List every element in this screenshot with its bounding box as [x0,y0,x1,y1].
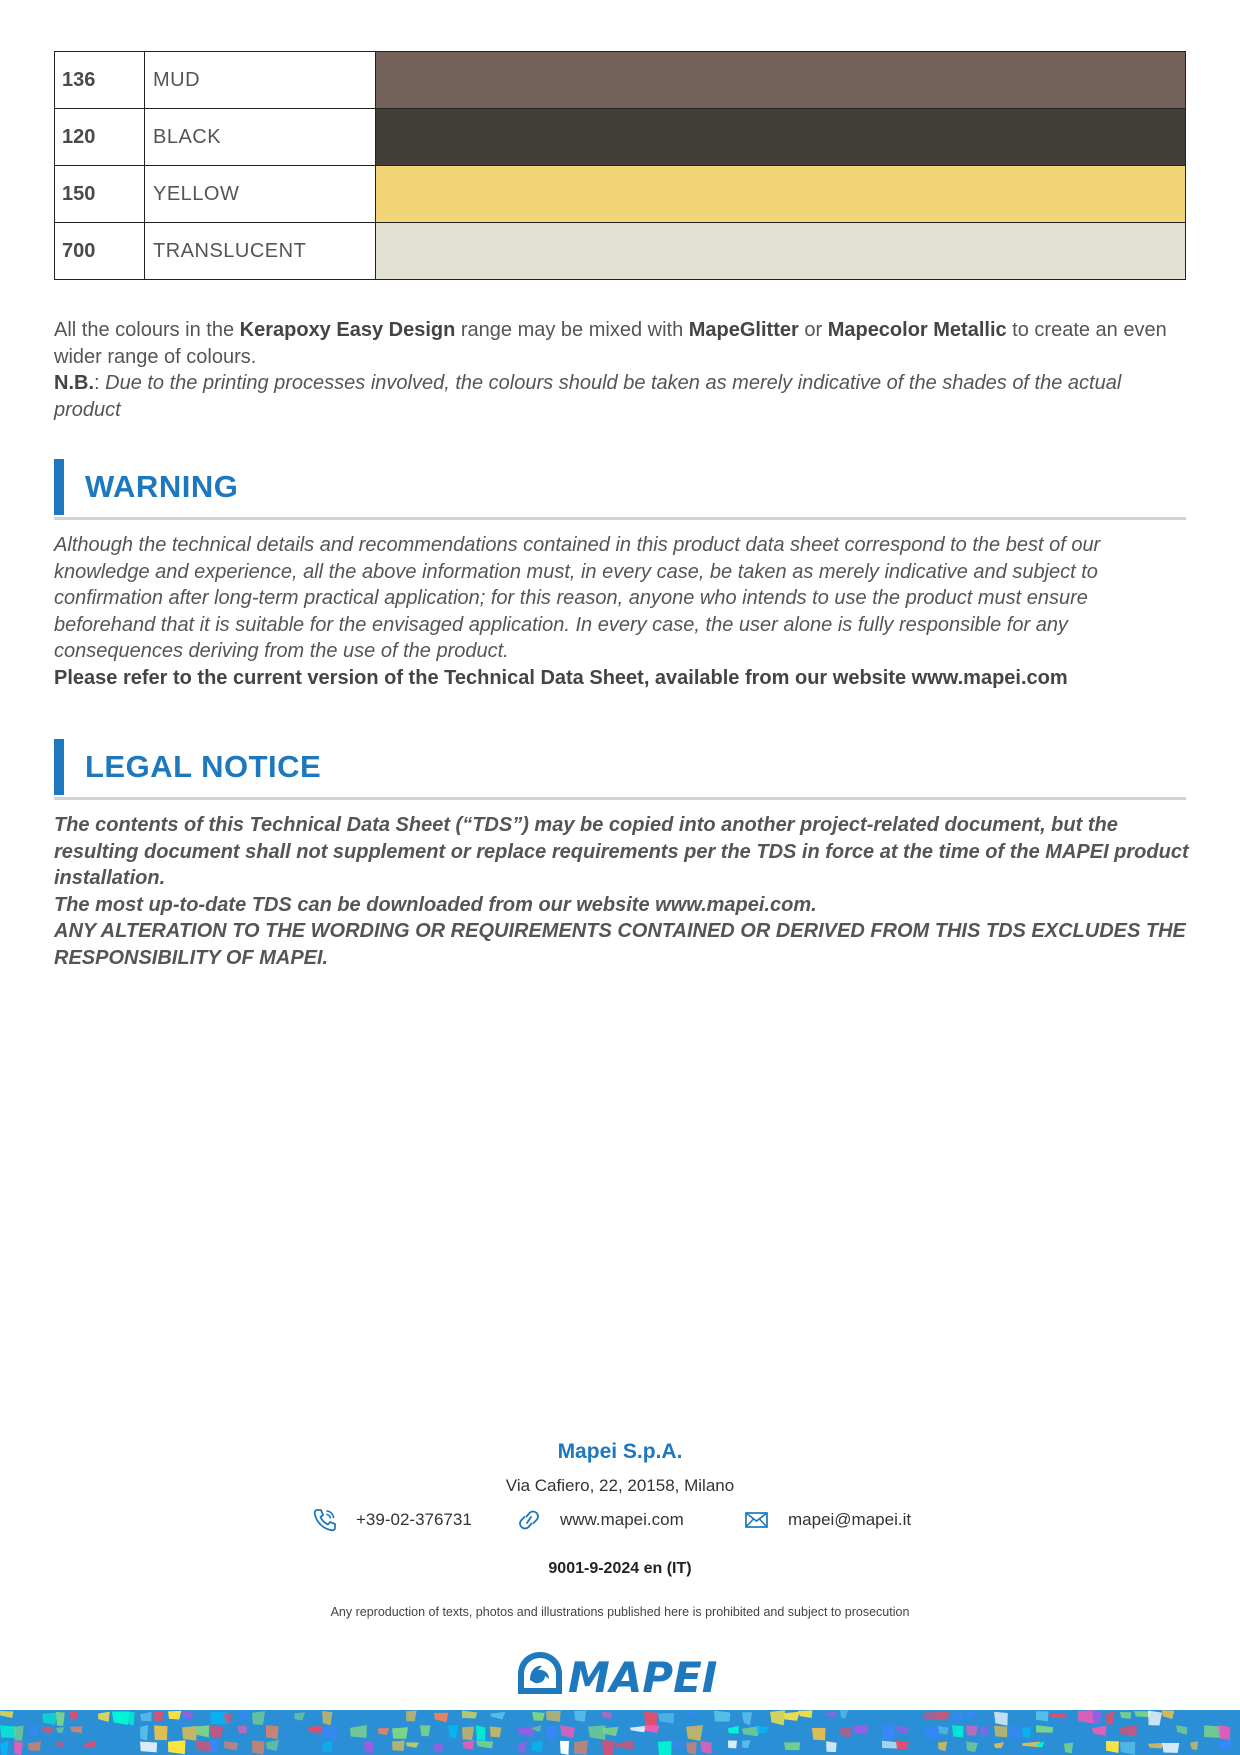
colour-row [55,166,1186,223]
nb-text: Due to the printing processes involved, the colours should be taken as merely indicative of the shades of the actual product [54,372,1122,421]
product-name: MapeGlitter [688,319,799,341]
colour-code: 700 [55,223,145,280]
mix-note-text: range may be mixed with [455,319,689,341]
mosaic-tile [1148,1743,1164,1749]
mosaic-tile [168,1740,185,1754]
mosaic-tile [1120,1712,1131,1719]
mosaic-tile [476,1725,485,1740]
mosaic-tile [42,1713,58,1725]
heading-rule [54,797,1186,800]
product-name: Kerapoxy Easy Design [239,319,456,341]
mosaic-tile [574,1740,588,1754]
mosaic-tile [490,1726,501,1737]
mix-note [54,317,1190,423]
mosaic-tile [140,1742,157,1753]
mosaic-tile [546,1711,561,1722]
mosaic-tile [812,1728,826,1740]
mosaic-tile [658,1741,671,1755]
warning-text: Although the technical details and recommendations contained in this product data sheet correspond to the best of our knowledge and experience, all the above information must, in every case, be taken as merely indicative and subject to confirmation after long-term practical application; for this reason, anyone who intends to use the product must ensure beforehand that it is suitable for the envisaged application. In every case, the user alone is fully responsible for any consequences deriving from the use of the product. [54,534,1101,662]
footer-phone[interactable] [312,1508,472,1532]
mosaic-tile [392,1740,405,1751]
mosaic-tile [154,1725,168,1740]
heading-rule [54,517,1186,520]
phone-icon [312,1508,338,1532]
mosaic-tile [238,1726,247,1734]
colour-name: MUD [145,52,376,109]
mosaic-tile [560,1741,569,1755]
colour-code: 150 [55,166,145,223]
mosaic-tile [14,1726,24,1741]
mosaic-tile [784,1712,800,1721]
mosaic-tile [308,1726,322,1733]
colour-name: TRANSLUCENT [145,223,376,280]
mosaic-tile [980,1726,989,1736]
mosaic-tile [1218,1725,1231,1740]
colour-name: YELLOW [145,166,376,223]
legal-title: LEGAL NOTICE [85,749,322,784]
mosaic-tile [854,1725,868,1733]
mosaic-tile [574,1710,586,1721]
warning-refer: Please refer to the current version of the Technical Data Sheet, available from our website www.mapei.com [54,666,1068,689]
link-icon [516,1508,542,1532]
svg-text:MAPEI: MAPEI [568,1653,718,1700]
mosaic-tile [182,1726,197,1741]
mail-icon [744,1508,770,1532]
mosaic-tile [686,1725,703,1741]
legal-body [54,812,1190,971]
decorative-mosaic-strip [0,1710,1240,1755]
mosaic-tile [168,1711,181,1720]
legal-heading [54,739,1186,795]
email-link[interactable]: mapei@mapei.it [788,1510,912,1529]
mosaic-tile [546,1726,557,1741]
colour-swatch [376,166,1186,223]
legal-paragraph: The most up-to-date TDS can be downloaded from our website www.mapei.com. [54,893,817,916]
mosaic-tile [210,1726,223,1737]
mosaic-tile [966,1725,978,1735]
mosaic-tile [532,1712,545,1721]
mosaic-tile [0,1725,16,1738]
mosaic-tile [952,1725,964,1737]
mosaic-tile [252,1711,265,1725]
mosaic-tile [1162,1743,1179,1753]
colour-row [55,52,1186,109]
footer-address: Via Cafiero, 22, 20158, Milano [505,1476,735,1495]
heading-accent-bar [54,459,64,515]
mosaic-tile [364,1741,374,1753]
document-code: 9001-9-2024 en (IT) [548,1560,692,1577]
mix-note-text: or [798,319,828,341]
colour-code: 120 [55,109,145,166]
footer-website[interactable] [516,1508,684,1532]
mapei-logo [514,1648,726,1700]
colour-code: 136 [55,52,145,109]
mix-note-text: All the colours in the [54,319,240,341]
nb-separator: : [94,372,106,394]
warning-body [54,532,1190,691]
mosaic-tile [994,1726,1007,1738]
warning-title: WARNING [85,469,239,504]
colour-table [54,51,1186,280]
mosaic-tile [644,1712,658,1726]
footer-email[interactable] [744,1508,911,1532]
colour-row [55,109,1186,166]
mosaic-tile [266,1725,279,1739]
mosaic-tile [826,1741,837,1752]
colour-swatch [376,223,1186,280]
mosaic-tile [140,1725,148,1741]
website-link[interactable]: www.mapei.com [560,1510,684,1529]
heading-accent-bar [54,739,64,795]
mosaic-tile [392,1727,408,1739]
mix-note-text: to create an even wider range of colours. [54,319,1167,368]
colour-name: BLACK [145,109,376,166]
mosaic-tile [154,1711,164,1721]
reproduction-disclaimer: Any reproduction of texts, photos and illustrations published here is prohibited and subject to prosecution [330,1605,910,1619]
footer-company: Mapei S.p.A. [557,1440,683,1463]
phone-number[interactable]: +39-02-376731 [356,1510,472,1529]
legal-paragraph: ANY ALTERATION TO THE WORDING OR REQUIREMENTS CONTAINED OR DERIVED FROM THIS TDS EXCLUDES THE RESPONSIBILITY OF MAPEI. [54,920,1186,969]
mosaic-tile [728,1740,737,1748]
mosaic-tile [14,1741,23,1755]
mosaic-tile [252,1740,265,1754]
legal-paragraph: The contents of this Technical Data Sheet (“TDS”) may be copied into another project-related document, but the resulting document shall not supplement or replace requirements per the TDS in force at the time of the MAPEI product installation. [54,814,1189,889]
nb-label: N.B. [54,372,94,394]
mosaic-tile [1008,1725,1021,1739]
warning-heading [54,459,1186,515]
product-name: Mapecolor Metallic [827,319,1007,341]
colour-swatch [376,109,1186,166]
colour-swatch [376,52,1186,109]
mosaic-tile [322,1725,337,1740]
colour-row [55,223,1186,280]
mosaic-tile [784,1742,800,1750]
